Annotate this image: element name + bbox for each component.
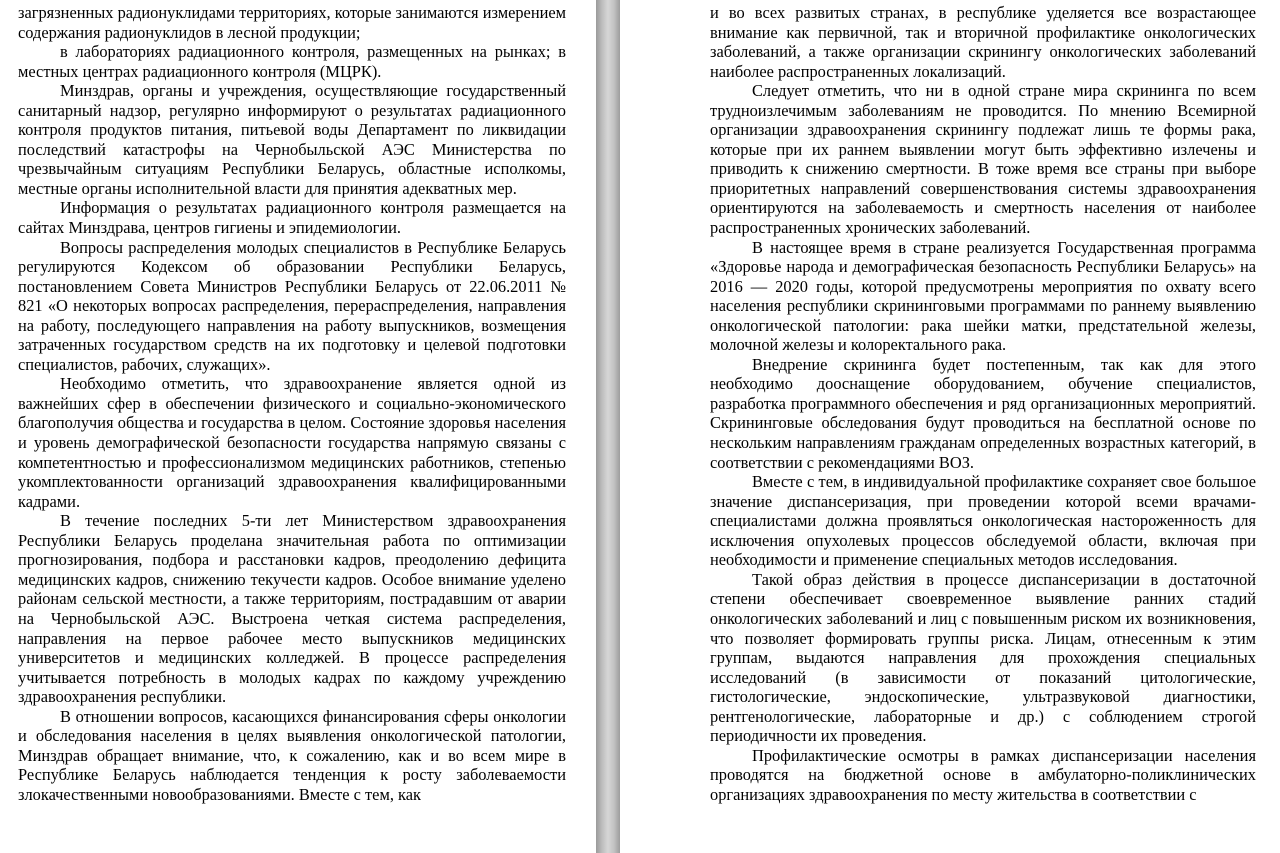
paragraph: В отношении вопросов, касающихся финансирования сферы онкологии и обследования населения в целях выявления онкологической патологии, Минздрав обращает внимание, что, к сожалению, как и во всем мире в Республике Беларусь наблюдается тенденция к росту заболеваемости злокачественными новообразованиями. Вместе с тем, как [18, 706, 566, 804]
paragraph: Внедрение скрининга будет постепенным, так как для этого необходимо дооснащение оборудованием, обучение специалистов, разработка программного обеспечения и ряд организационных мероприятий. Скрининговые обследования будут проводиться на бесплатной основе по нескольким направлениям гражданам определенных возрастных категорий, в соответствии с рекомендациями ВОЗ. [710, 354, 1256, 472]
paragraph: Вместе с тем, в индивидуальной профилактике сохраняет свое большое значение диспансеризация, при проведении которой всеми врачами-специалистами должна проявляться онкологическая настороженность для исключения опухолевых процессов обследуемой области, включая при необходимости и применение специальных методов исследования. [710, 472, 1256, 570]
paragraph: загрязненных радионуклидами территориях, которые занимаются измерением содержания радионуклидов в лесной продукции; [18, 3, 567, 42]
paragraph: Такой образ действия в процессе диспансеризации в достаточной степени обеспечивает своевременное выявление ранних стадий онкологических заболеваний и лиц с повышенным риском их возникновения, что позволяет формировать группы риска. Лицам, отнесенным к этим группам, выдаются направления для прохождения специальных исследований (в зависимости от показаний цитологические, гистологические, эндоскопические, ультразвуковой диагностики, рентгенологические, лабораторные и др.) с соблюдением строгой периодичности их проведения. [710, 569, 1256, 746]
right-text-column [710, 3, 1256, 804]
paragraph: и во всех развитых странах, в республике уделяется все возрастающее внимание как первичной, так и вторичной профилактике онкологических заболеваний, а также организации скринингу онкологических заболеваний наиболее распространенных локализаций. [710, 3, 1256, 81]
paragraph: Профилактические осмотры в рамках диспансеризации населения проводятся на бюджетной основе в амбулаторно-поликлинических организациях здравоохранения по месту жительства в соответствии с [710, 745, 1256, 804]
paragraph: Следует отметить, что ни в одной стране мира скрининга по всем трудноизлечимым заболеваниям не проводится. По мнению Всемирной организации здравоохранения скринингу подлежат лишь те формы рака, которые при их раннем выявлении могут быть эффективно излечены и приводить к снижению смертности. В тоже время все страны при выборе приоритетных направлений совершенствования системы здравоохранения ориентируются на заболеваемость и смертность населения от наиболее распространенных хронических заболеваний. [710, 81, 1256, 238]
paragraph: в лабораториях радиационного контроля, размещенных на рынках; в местных центрах радиационного контроля (МЦРК). [18, 42, 566, 81]
paragraph: Вопросы распределения молодых специалистов в Республике Беларусь регулируются Кодексом об образовании Республики Беларусь, постановлением Совета Министров Республики Беларусь от 22.06.2011 № 821 «О некоторых вопросах распределения, перераспределения, направления на работу, последующего направления на работу выпускников, возмещения затраченных государством средств на их подготовку и целевой подготовки специалистов, рабочих, служащих». [18, 237, 566, 374]
paragraph: Информация о результатах радиационного контроля размещается на сайтах Минздрава, центров гигиены и эпидемиологии. [18, 198, 566, 238]
left-text-column [18, 3, 566, 804]
left-page [0, 0, 590, 853]
page-gutter [590, 0, 626, 853]
paragraph: Минздрав, органы и учреждения, осуществляющие государственный санитарный надзор, регулярно информируют о результатах радиационного контроля продуктов питания, питьевой воды Департамент по ликвидации последствий катастрофы на Чернобыльской АЭС Министерства по чрезвычайным ситуациям Республики Беларусь, областные исполкомы, местные органы исполнительной власти для принятия адекватных мер. [18, 81, 566, 198]
paragraph: В течение последних 5-ти лет Министерством здравоохранения Республики Беларусь проделана значительная работа по оптимизации прогнозирования, подбора и расстановки кадров, преодолению дефицита медицинских кадров, снижению текучести кадров. Особое внимание уделено районам сельской местности, а также территориям, пострадавшим от аварии на Чернобыльской АЭС. Выстроена четкая система распределения, направления на первое рабочее место выпускников медицинских университетов и медицинских колледжей. В процессе распределения учитывается потребность в молодых кадрах по каждому учреждению здравоохранения республики. [18, 511, 566, 707]
right-page [626, 0, 1280, 853]
paragraph: Необходимо отметить, что здравоохранение является одной из важнейших сфер в обеспечении физического и социально-экономического благополучия общества и государства в целом. Состояние здоровья населения и уровень демографической безопасности государства напрямую связаны с компетентностью и профессионализмом медицинских работников, степенью укомплектованности организаций здравоохранения квалифицированными кадрами. [18, 374, 566, 511]
paragraph: В настоящее время в стране реализуется Государственная программа «Здоровье народа и демографическая безопасность Республики Беларусь» на 2016 — 2020 годы, которой предусмотрены мероприятия по охвату всего населения республики скрининговыми программами по раннему выявлению онкологической патологии: рака шейки матки, предстательной железы, молочной железы и колоректального рака. [710, 237, 1256, 355]
